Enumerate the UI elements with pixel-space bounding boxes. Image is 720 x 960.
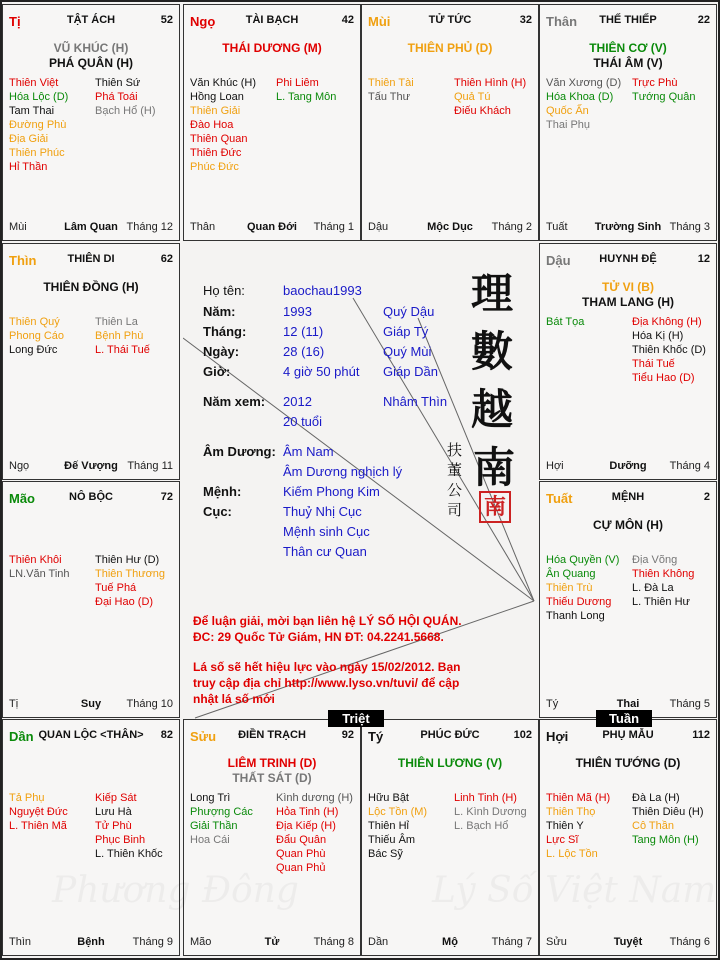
chart-center-info xyxy=(183,243,539,719)
minor-star: Thiên Thương xyxy=(95,568,166,580)
label-thang: Tháng: xyxy=(203,324,247,339)
palace-age: 72 xyxy=(160,491,173,503)
minor-star: Hồng Loan xyxy=(190,91,244,103)
main-stars xyxy=(188,756,356,786)
minor-stars-left xyxy=(546,315,584,329)
minor-stars-left xyxy=(9,76,68,174)
palace-name: THIÊN DI xyxy=(67,253,115,265)
palace-age: 12 xyxy=(697,253,710,265)
palace-branch: Sửu xyxy=(190,729,217,744)
value-nam: 1993 xyxy=(283,304,312,319)
palace-header xyxy=(9,491,173,505)
palace-name: THẾ THIẾP xyxy=(599,14,657,26)
palace-footer xyxy=(190,936,354,950)
main-star: THẤT SÁT (D) xyxy=(232,771,312,785)
footer-month: Tháng 10 xyxy=(126,698,173,710)
footer-month: Tháng 8 xyxy=(313,936,354,948)
palace-header xyxy=(546,253,710,267)
minor-star: Bác Sỹ xyxy=(368,848,403,860)
palace-age: 2 xyxy=(703,491,710,503)
minor-star: Tướng Quân xyxy=(632,91,696,103)
footer-month: Tháng 5 xyxy=(669,698,710,710)
palace-header xyxy=(368,14,532,28)
main-star: LIÊM TRINH (D) xyxy=(227,756,317,770)
minor-star: Quả Tú xyxy=(454,91,491,103)
value-nam-xem: 2012 xyxy=(283,394,312,409)
palace-cell xyxy=(2,719,180,956)
minor-stars-left xyxy=(368,791,427,861)
palace-name: QUAN LỘC <THÂN> xyxy=(38,729,144,741)
minor-star: Thiếu Dương xyxy=(546,596,612,608)
footer-branch: Thìn xyxy=(9,936,32,948)
minor-stars-right xyxy=(454,76,526,118)
value-ngay: 28 (16) xyxy=(283,344,325,359)
palace-footer xyxy=(368,221,532,235)
footer-phase: Đế Vượng xyxy=(64,460,118,472)
footer-month: Tháng 11 xyxy=(127,460,173,472)
value-ho-ten: baochau1993 xyxy=(283,283,362,298)
palace-branch: Dậu xyxy=(546,253,571,268)
red-seal: 南 xyxy=(479,491,511,523)
notice-line: Để luận giải, mời bạn liên hệ LÝ SỐ HỘI QUÁN. xyxy=(193,614,462,628)
value-am-duong: Âm Nam xyxy=(283,444,334,459)
main-stars xyxy=(7,280,175,295)
palace-header xyxy=(190,14,354,28)
footer-branch: Dần xyxy=(368,936,389,948)
footer-branch: Hợi xyxy=(546,460,564,472)
minor-star: Thiên Việt xyxy=(9,77,59,89)
footer-branch: Tuất xyxy=(546,221,568,233)
minor-star: Tang Môn (H) xyxy=(632,834,699,846)
minor-star: Văn Xương (D) xyxy=(546,77,622,89)
palace-header xyxy=(190,729,354,743)
palace-branch: Tị xyxy=(9,14,21,29)
palace-age: 22 xyxy=(697,14,710,26)
palace-cell xyxy=(2,4,180,241)
calligraphy-char: 理 xyxy=(471,269,514,318)
footer-phase: Trường Sinh xyxy=(594,221,662,233)
main-star: THIÊN PHỦ (D) xyxy=(407,41,493,55)
minor-star: L. Kình Dương xyxy=(454,806,527,818)
footer-branch: Thân xyxy=(190,221,216,233)
minor-star: Thiên Diêu (H) xyxy=(632,806,704,818)
footer-phase: Thai xyxy=(616,698,640,710)
footer-branch: Sửu xyxy=(546,936,567,948)
minor-star: Thiên Trù xyxy=(546,582,593,594)
minor-star: Thanh Long xyxy=(546,610,605,622)
main-star: CỰ MÔN (H) xyxy=(593,518,663,532)
main-star: THIÊN ĐỒNG (H) xyxy=(43,280,139,294)
footer-month: Tháng 9 xyxy=(132,936,173,948)
minor-star: Phá Toái xyxy=(95,91,138,103)
minor-star: Thiên La xyxy=(95,316,138,328)
minor-stars-right xyxy=(95,553,165,609)
label-ngay: Ngày: xyxy=(203,344,240,359)
palace-age: 32 xyxy=(519,14,532,26)
minor-stars-right xyxy=(632,791,704,847)
minor-star: Lưu Hà xyxy=(95,806,132,818)
minor-star: Văn Khúc (H) xyxy=(190,77,257,89)
minor-star: Linh Tinh (H) xyxy=(454,792,517,804)
palace-name: HUYNH ĐỆ xyxy=(599,253,657,265)
tuan-marker: Tuần xyxy=(596,710,652,727)
label-gio: Giờ: xyxy=(203,364,231,379)
palace-age: 92 xyxy=(341,729,354,741)
footer-month: Tháng 12 xyxy=(126,221,173,233)
calligraphy-char: 南 xyxy=(473,443,516,492)
minor-star: Hóa Kị (H) xyxy=(632,330,684,342)
palace-cell xyxy=(2,481,180,718)
minor-star: Thiên Y xyxy=(546,820,584,832)
footer-branch: Mùi xyxy=(9,221,27,233)
minor-star: Thiên Tài xyxy=(368,77,414,89)
footer-branch: Tý xyxy=(546,698,559,710)
value-nam-can: Quý Dậu xyxy=(383,304,435,319)
footer-month: Tháng 6 xyxy=(669,936,710,948)
palace-age: 62 xyxy=(160,253,173,265)
minor-star: L. Lộc Tồn xyxy=(546,848,598,860)
main-star: THAM LANG (H) xyxy=(582,295,674,309)
minor-star: Thiên Khốc (D) xyxy=(632,344,706,356)
palace-cell xyxy=(539,4,717,241)
minor-star: Bát Tọa xyxy=(546,316,585,328)
minor-star: Địa Không (H) xyxy=(632,316,702,328)
main-stars xyxy=(188,41,356,56)
value-ngay-can: Quý Mùi xyxy=(383,344,432,359)
calligraphy-sign: 董 xyxy=(447,461,463,479)
value-am-duong-note: Âm Dương nghịch lý xyxy=(283,464,403,479)
footer-phase: Bệnh xyxy=(77,936,105,948)
value-thang-can: Giáp Tý xyxy=(383,324,429,339)
minor-star: Thiên Khôi xyxy=(9,554,62,566)
palace-name: PHÚC ĐỨC xyxy=(420,729,480,741)
minor-stars-left xyxy=(9,791,68,833)
label-ho-ten: Họ tên: xyxy=(203,283,245,298)
minor-stars-right xyxy=(454,791,527,833)
minor-star: Đường Phù xyxy=(9,119,67,131)
label-menh: Mệnh: xyxy=(203,484,242,499)
notice-line: nhật lá số mới xyxy=(193,692,275,706)
main-stars xyxy=(544,280,712,310)
palace-name: MỆNH xyxy=(611,491,645,503)
minor-star: Đại Hao (D) xyxy=(95,596,154,608)
minor-stars-left xyxy=(9,315,64,357)
minor-stars-left xyxy=(190,791,253,847)
main-stars xyxy=(366,756,534,771)
minor-stars-right xyxy=(95,791,163,861)
minor-star: Đào Hoa xyxy=(190,119,234,131)
minor-star: Hỏa Tinh (H) xyxy=(276,806,339,818)
minor-star: Thiên Sứ xyxy=(95,77,141,89)
palace-cell xyxy=(539,481,717,718)
minor-star: L. Thiên Khốc xyxy=(95,848,163,860)
palace-branch: Thân xyxy=(546,14,578,29)
minor-star: Phúc Đức xyxy=(190,161,239,173)
palace-header xyxy=(546,491,710,505)
main-stars xyxy=(7,41,175,71)
footer-branch: Mão xyxy=(190,936,212,948)
palace-age: 52 xyxy=(160,14,173,26)
palace-age: 102 xyxy=(513,729,532,741)
main-star: VŨ KHÚC (H) xyxy=(53,41,129,55)
palace-age: 42 xyxy=(341,14,354,26)
palace-footer xyxy=(190,221,354,235)
notice-line: Lá số sẽ hết hiệu lực vào ngày 15/02/2012. Bạn xyxy=(193,660,461,674)
minor-star: Thiên Đức xyxy=(190,147,242,159)
calligraphy-sign: 司 xyxy=(447,501,463,519)
palace-branch: Tý xyxy=(368,729,384,744)
minor-star: Trực Phù xyxy=(632,77,678,89)
palace-footer xyxy=(546,221,710,235)
main-star: THÁI DƯƠNG (M) xyxy=(222,41,322,55)
minor-star: Địa Giải xyxy=(9,133,49,145)
palace-branch: Mùi xyxy=(368,14,391,29)
minor-star: Thiên Hư (D) xyxy=(95,554,160,566)
minor-star: Địa Kiếp (H) xyxy=(276,820,336,832)
minor-star: Cô Thần xyxy=(632,820,674,832)
footer-month: Tháng 2 xyxy=(491,221,532,233)
calligraphy-sign: 公 xyxy=(447,481,463,499)
value-gio-can: Giáp Dần xyxy=(383,364,438,379)
minor-star: Quan Phủ xyxy=(276,862,326,874)
minor-star: Kình dương (H) xyxy=(276,792,353,804)
footer-phase: Lâm Quan xyxy=(64,221,118,233)
minor-star: Thiên Mã (H) xyxy=(546,792,611,804)
palace-header xyxy=(546,14,710,28)
minor-star: Bệnh Phù xyxy=(95,330,144,342)
minor-star: Hoa Cái xyxy=(190,834,230,846)
minor-star: Thiên Thọ xyxy=(546,806,596,818)
minor-star: Lực Sĩ xyxy=(546,834,579,846)
palace-branch: Hợi xyxy=(546,729,569,744)
minor-star: Giải Thần xyxy=(190,820,238,832)
footer-branch: Tị xyxy=(9,698,19,710)
minor-stars-left xyxy=(368,76,414,104)
value-thang: 12 (11) xyxy=(283,324,324,339)
minor-star: Kiếp Sát xyxy=(95,792,137,804)
minor-stars-right xyxy=(276,76,336,104)
footer-branch: Dậu xyxy=(368,221,389,233)
minor-star: L. Bạch Hổ xyxy=(454,820,509,832)
main-star: PHÁ QUÂN (H) xyxy=(49,56,133,70)
notice-line: ĐC: 29 Quốc Tử Giám, HN ĐT: 04.2241.5668. xyxy=(193,630,444,644)
palace-name: NÔ BỘC xyxy=(69,491,113,503)
minor-star: Quan Phù xyxy=(276,848,326,860)
palace-branch: Ngọ xyxy=(190,14,216,29)
main-stars xyxy=(544,518,712,533)
value-cuc: Thuỷ Nhị Cục xyxy=(283,504,362,519)
minor-star: L. Tang Môn xyxy=(276,91,337,103)
minor-star: Tam Thai xyxy=(9,105,55,117)
palace-footer xyxy=(9,460,173,474)
main-star: THIÊN TƯỚNG (D) xyxy=(575,756,681,770)
palace-footer xyxy=(546,460,710,474)
footer-phase: Tuyệt xyxy=(613,936,643,948)
minor-star: Thiên Quý xyxy=(9,316,60,328)
minor-stars-left xyxy=(546,553,619,623)
palace-header xyxy=(9,14,173,28)
minor-star: Thiên Quan xyxy=(190,133,248,145)
palace-footer xyxy=(546,936,710,950)
palace-cell xyxy=(183,719,361,956)
notice-line: truy cập địa chỉ http://www.lyso.vn/tuvi/ để cập xyxy=(193,676,460,690)
main-star: TỬ VI (B) xyxy=(602,280,654,294)
minor-star: Đà La (H) xyxy=(632,792,680,804)
palace-branch: Mão xyxy=(9,491,35,506)
value-than: Thân cư Quan xyxy=(283,544,367,559)
minor-star: Điếu Khách xyxy=(454,105,511,117)
footer-phase: Suy xyxy=(80,698,102,710)
footer-month: Tháng 1 xyxy=(313,221,354,233)
minor-star: L. Thiên Hư xyxy=(632,596,690,608)
minor-stars-right xyxy=(632,76,696,104)
label-am-duong: Âm Dương: xyxy=(203,444,276,459)
minor-star: Ân Quang xyxy=(546,568,596,580)
minor-star: Tả Phụ xyxy=(9,792,45,804)
main-star: THÁI ÂM (V) xyxy=(593,56,663,70)
minor-star: Phi Liêm xyxy=(276,77,319,89)
value-gio: 4 giờ 50 phút xyxy=(283,364,360,379)
minor-star: Thiên Phúc xyxy=(9,147,65,159)
minor-star: Thiên Hỉ xyxy=(368,820,409,832)
minor-star: Thai Phụ xyxy=(546,119,591,131)
palace-name: ĐIỀN TRẠCH xyxy=(238,729,306,741)
minor-star: Tử Phù xyxy=(95,820,132,832)
palace-name: PHỤ MẪU xyxy=(602,729,654,741)
minor-star: Tiểu Hao (D) xyxy=(632,372,695,384)
palace-branch: Thìn xyxy=(9,253,37,268)
minor-star: Phượng Các xyxy=(190,806,253,818)
minor-star: Hóa Lộc (D) xyxy=(9,91,69,103)
palace-branch: Dần xyxy=(9,729,34,744)
minor-star: L. Đà La xyxy=(632,582,674,594)
minor-stars-left xyxy=(546,76,621,132)
palace-cell xyxy=(539,243,717,480)
footer-phase: Mộc Dục xyxy=(427,221,473,233)
footer-branch: Ngọ xyxy=(9,460,30,472)
minor-stars-left xyxy=(9,553,70,581)
watermark-left: Phương Đông xyxy=(52,870,299,911)
palace-cell xyxy=(361,4,539,241)
palace-name: TỬ TỨC xyxy=(428,14,472,26)
label-nam: Năm: xyxy=(203,304,236,319)
main-stars xyxy=(544,756,712,771)
palace-cell xyxy=(2,243,180,480)
value-menh: Kiếm Phong Kim xyxy=(283,484,380,499)
minor-star: Lộc Tồn (M) xyxy=(368,806,428,818)
minor-star: Long Trì xyxy=(190,792,231,804)
palace-header xyxy=(368,729,532,743)
minor-star: LN.Văn Tinh xyxy=(9,568,70,580)
minor-star: Thái Tuế xyxy=(632,358,675,370)
minor-star: Nguyệt Đức xyxy=(9,806,68,818)
minor-stars-left xyxy=(190,76,256,174)
palace-footer xyxy=(9,698,173,712)
minor-star: Hóa Khoa (D) xyxy=(546,91,614,103)
palace-age: 82 xyxy=(160,729,173,741)
label-cuc: Cục: xyxy=(203,504,232,519)
palace-footer xyxy=(9,221,173,235)
minor-star: Tuế Phá xyxy=(95,582,137,594)
minor-stars-right xyxy=(632,553,694,609)
minor-star: Tấu Thư xyxy=(368,91,411,103)
minor-star: Long Đức xyxy=(9,344,58,356)
watermark-right: Lý Số Việt Nam xyxy=(432,870,717,911)
palace-header xyxy=(9,253,173,267)
calligraphy-sign: 扶 xyxy=(447,441,463,459)
minor-star: L. Thái Tuế xyxy=(95,344,150,356)
minor-stars-left xyxy=(546,791,610,861)
minor-star: Quốc Ấn xyxy=(546,105,589,117)
palace-cell xyxy=(183,4,361,241)
calligraphy-char: 越 xyxy=(471,385,514,434)
minor-star: Thiên Giải xyxy=(190,105,241,117)
minor-star: Thiên Không xyxy=(632,568,695,580)
palace-footer xyxy=(9,936,173,950)
value-nam-xem-can: Nhâm Thìn xyxy=(383,394,448,409)
label-nam-xem: Năm xem: xyxy=(203,394,266,409)
palace-header xyxy=(9,729,173,743)
palace-cell xyxy=(539,719,717,956)
minor-star: Địa Võng xyxy=(632,554,678,566)
minor-stars-right xyxy=(276,791,353,875)
footer-month: Tháng 3 xyxy=(669,221,710,233)
palace-footer xyxy=(368,936,532,950)
footer-month: Tháng 4 xyxy=(669,460,710,472)
minor-stars-right xyxy=(95,76,156,118)
palace-name: TẬT ÁCH xyxy=(66,14,116,26)
minor-star: Hóa Quyền (V) xyxy=(546,554,620,566)
minor-star: Thiếu Âm xyxy=(368,834,416,846)
minor-stars-right xyxy=(95,315,150,357)
calligraphy-char: 數 xyxy=(471,327,514,376)
main-star: THIÊN LƯƠNG (V) xyxy=(397,756,503,770)
minor-star: L. Thiên Mã xyxy=(9,820,67,832)
palace-cell xyxy=(361,719,539,956)
minor-star: Bạch Hổ (H) xyxy=(95,105,156,117)
minor-star: Phục Binh xyxy=(95,834,146,846)
palace-header xyxy=(546,729,710,743)
footer-phase: Tử xyxy=(264,936,280,948)
minor-star: Đẩu Quân xyxy=(276,834,327,846)
minor-star: Phong Cáo xyxy=(9,330,65,342)
palace-age: 112 xyxy=(692,729,710,741)
palace-branch: Tuất xyxy=(546,491,573,506)
triet-marker: Triệt xyxy=(328,710,384,727)
main-stars xyxy=(544,41,712,71)
main-star: THIÊN CƠ (V) xyxy=(589,41,667,55)
footer-phase: Quan Đới xyxy=(247,221,297,233)
footer-phase: Mộ xyxy=(442,936,458,948)
palace-name: TÀI BẠCH xyxy=(245,14,299,26)
minor-star: Hữu Bật xyxy=(368,792,409,804)
value-tuoi: 20 tuổi xyxy=(283,414,323,429)
minor-star: Hỉ Thần xyxy=(9,161,48,173)
value-cuc-note: Mệnh sinh Cục xyxy=(283,524,370,539)
minor-stars-right xyxy=(632,315,706,385)
main-stars xyxy=(366,41,534,56)
footer-month: Tháng 7 xyxy=(491,936,532,948)
minor-star: Thiên Hình (H) xyxy=(454,77,527,89)
footer-phase: Dưỡng xyxy=(609,460,647,472)
